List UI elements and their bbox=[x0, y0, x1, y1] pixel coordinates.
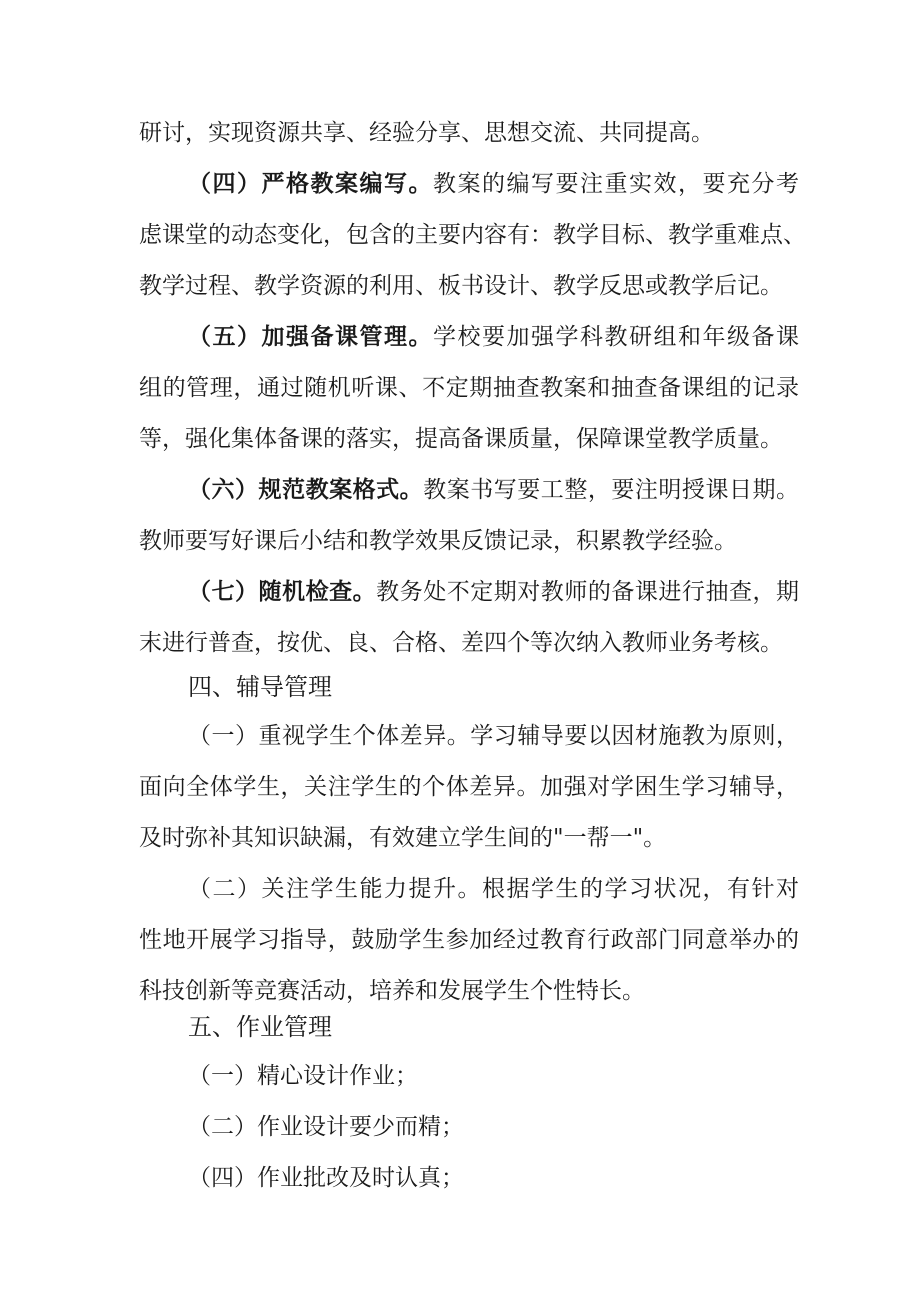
paragraph-line bbox=[188, 577, 799, 607]
paragraph-line: 教师要写好课后小结和教学效果反馈记录，积累教学经验。 bbox=[139, 528, 737, 554]
section-heading: 五、作业管理 bbox=[188, 1013, 332, 1041]
paragraph-line bbox=[188, 169, 799, 199]
paragraph-text: 教务处不定期对教师的备课进行抽查，期 bbox=[376, 579, 800, 605]
paragraph-line: 研讨，实现资源共享、经验分享、思想交流、共同提高。 bbox=[139, 120, 714, 146]
list-item: （四）作业批改及时认真； bbox=[188, 1165, 464, 1191]
paragraph-line: 科技创新等竞赛活动，培养和发展学生个性特长。 bbox=[139, 978, 645, 1004]
paragraph-line: （一）重视学生个体差异。学习辅导要以因材施教为原则， bbox=[188, 723, 799, 749]
paragraph-line: 末进行普查，按优、良、合格、差四个等次纳入教师业务考核。 bbox=[139, 630, 783, 656]
paragraph-line bbox=[188, 475, 799, 505]
paragraph-line: 面向全体学生，关注学生的个体差异。加强对学困生学习辅导， bbox=[139, 774, 799, 800]
paragraph-line: （二）关注学生能力提升。根据学生的学习状况，有针对 bbox=[188, 876, 799, 902]
paragraph-line: 虑课堂的动态变化，包含的主要内容有：教学目标、教学重难点、 bbox=[139, 222, 806, 248]
paragraph-text: 学校要加强学科教研组和年级备课 bbox=[433, 324, 799, 350]
paragraph-text: 教案的编写要注重实效，要充分考 bbox=[433, 171, 799, 197]
section-heading: 四、辅导管理 bbox=[188, 673, 332, 701]
paragraph-line: 教学过程、教学资源的利用、板书设计、教学反思或教学后记。 bbox=[139, 273, 783, 299]
paragraph-lead: （六）规范教案格式。 bbox=[188, 477, 424, 503]
paragraph-lead: （七）随机检查。 bbox=[188, 579, 377, 605]
paragraph-line: 组的管理，通过随机听课、不定期抽查教案和抽查备课组的记录 bbox=[139, 375, 799, 401]
list-item: （一）精心设计作业； bbox=[188, 1063, 418, 1089]
paragraph-line: 等，强化集体备课的落实，提高备课质量，保障课堂教学质量。 bbox=[139, 426, 783, 452]
paragraph-text: 教案书写要工整，要注明授课日期。 bbox=[423, 477, 800, 503]
paragraph-line: 性地开展学习指导，鼓励学生参加经过教育行政部门同意举办的 bbox=[139, 927, 799, 953]
list-item: （二）作业设计要少而精； bbox=[188, 1114, 464, 1140]
paragraph-lead: （五）加强备课管理。 bbox=[188, 324, 433, 350]
paragraph-line bbox=[188, 322, 799, 352]
paragraph-line: 及时弥补其知识缺漏，有效建立学生间的"一帮一"。 bbox=[139, 825, 667, 851]
paragraph-lead: （四）严格教案编写。 bbox=[188, 171, 433, 197]
